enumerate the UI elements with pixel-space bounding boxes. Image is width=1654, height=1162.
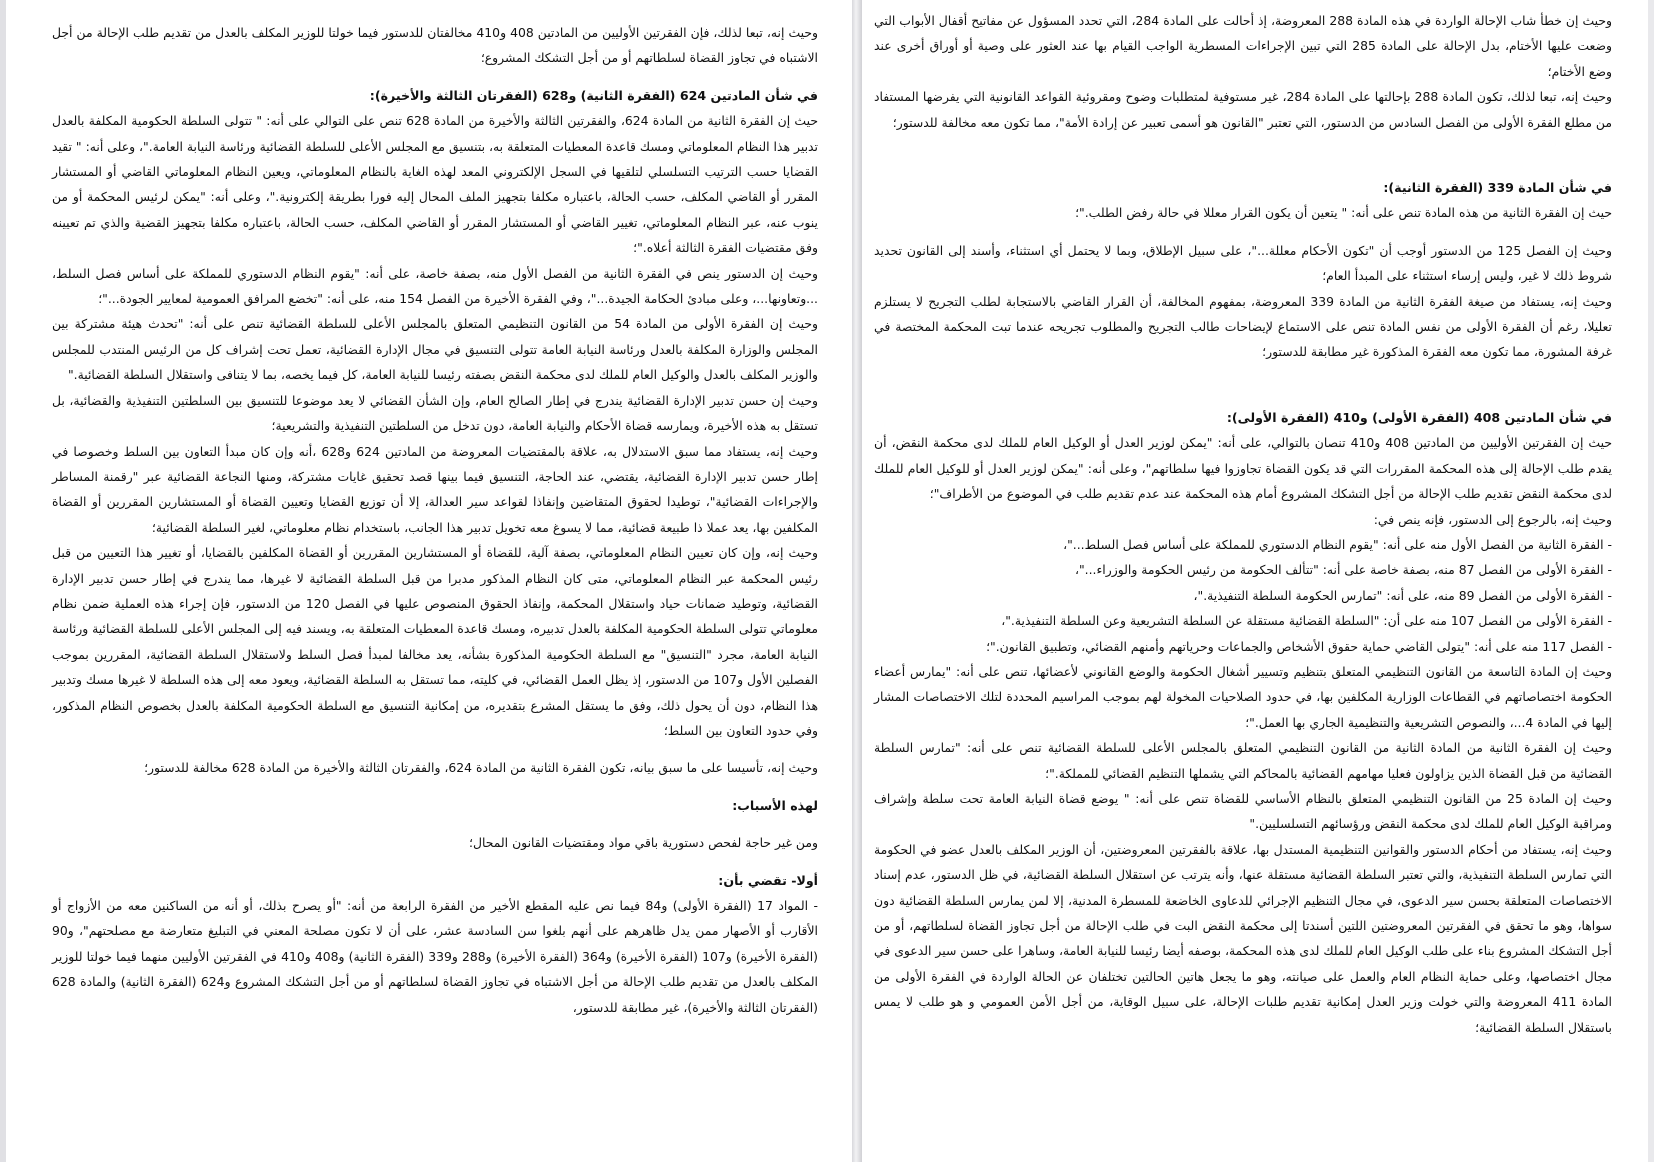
- paragraph: وحيث إنه، تبعا لذلك، فإن الفقرتين الأوليين من المادتين 408 و410 مخالفتان للدستور فيما خولتا للوزير المكلف بالعدل من تقديم طلب الإحالة من أجل الاشتباه في تجاوز القضاة لسلطاتهم أو من أجل التشكك المشروع؛: [52, 25, 818, 66]
- paragraph: وحيث إن المادة التاسعة من القانون التنظيمي المتعلق بتنظيم وتسيير أشغال الحكومة والوضع القانوني لأعضائها، تنص على أنه: "يمارس أعضاء الحكومة اختصاصاتهم في القطاعات الوزارية المكلفين بها، في حدود الصلاحيات المخولة لهم بموجب المراسيم المحددة لتلك الاختصاصات المشار إليها في المادة 4...، والنصوص التشريعية والتنظيمية الجاري بها العمل."؛: [874, 663, 1612, 730]
- paragraph: حيث إن الفقرة الثانية من هذه المادة تنص على أنه: " يتعين أن يكون القرار معللا في حالة رفض الطلب."؛: [1075, 205, 1612, 221]
- paragraph: حيث إن الفقرتين الأوليين من المادتين 408 و410 تنصان بالتوالي، على أنه: "يمكن لوزير العدل أو الوكيل العام للملك لدى محكمة النقض، أن يقدم طلب الإحالة إلى هذه المحكمة المقررات التي قد يكون القضاة تجاوزوا فيها سلطاتهم"، وعلى أنه: "يمكن لوزير العدل أو للوكيل العام للملك لدى محكمة النقض تقديم طلب الإحالة من أجل التشكك المشروع أمام هذه المحكمة عند عدم تقديم طلب في الموضوع من الأطراف"؛: [874, 435, 1612, 502]
- list-item: - الفقرة الأولى من الفصل 107 منه على أن: "السلطة القضائية مستقلة عن السلطة التشريعية وعن السلطة التنفيذية."،: [1001, 613, 1612, 629]
- paragraph: وحيث إن المادة 25 من القانون التنظيمي المتعلق بالنظام الأساسي للقضاة تنص على أنه: " يوضع قضاة النيابة العامة تحت سلطة وإشراف ومراقبة الوكيل العام للملك لدى محكمة النقض ورؤسائهم التسلسليين.": [874, 790, 1613, 832]
- paragraph: وحيث إنه، وإن كان تعيين النظام المعلوماتي، بصفة آلية، للقضاة أو المستشارين المقررين أو القضاة المكلفين بالقضايا، أو تغيير هذا التعيين من قبل رئيس المحكمة عبر النظام المعلوماتي، متى كان النظام المذكور مدبرا من قبل السلطة القضائية لا غيرها، مما يندرج في إطار حسن تدبير الإدارة القضائية، وتوطيد ضمانات حياد واستقلال المحكمة، وإنفاذ الحقوق المنصوص عليها في الفصل 120 من الدستور، فإن إجراء هذه العملية ضمن نظام معلوماتي تتولى السلطة الحكومية المكلفة بالعدل تدبيره، ومسك قاعدة المعطيات المتعلقة به، ويسند فيه إلى المجلس الأعلى للسلطة القضائية ورئاسة النيابة العامة، مجرد "التنسيق" مع السلطة الحكومية المذكورة بشأنه، يعد مخالفا لمبدأ فصل السلط ولاستقلال السلطة القضائية، المقررين بموجب الفصلين الأول و107 من الدستور، إذ يظل العمل القضائي، في كليته، مما تستقل به السلطة القضائية، ويعود معه إلى هذه السلطة لا غيرها مسك وتدبير هذا النظام، دون أن يحول ذلك، وفق ما يستقل المشرع بتقديره، من إمكانية التنسيق مع السلطة الحكومية المكلفة بالعدل بخصوص النظام المذكور، وفي حدود التعاون بين السلط؛: [52, 545, 818, 738]
- paragraph: وحيث إنه، يستفاد مما سبق الاستدلال به، علاقة بالمقتضيات المعروضة من المادتين 624 و628 ،أنه وإن كان مبدأ التعاون بين السلط وخصوصا في إطار حسن تدبير الإدارة القضائية، يقتضي، عند الحاجة، التنسيق فيما بينها قصد تحقيق غايات مشتركة، ومنها النجاعة القضائية عبر "رقمنة المساطر والإجراءات القضائية"، توطيدا لحقوق المتقاضين وإنفاذا لقواعد سير العدالة، إلا أن توزيع القضايا وتعيين القضاة أو المستشارين المقررين أو القضاة المكلفين بها، يعد عملا ذا طبيعة قضائية، مما لا يسوغ معه تخويل تدبير هذا الجانب، باستخدام نظام معلوماتي، لغير السلطة القضائية؛: [52, 443, 818, 535]
- right-page: [862, 0, 1648, 1162]
- paragraph: وحيث إن خطأ شاب الإحالة الواردة في هذه المادة 288 المعروضة، إذ أحالت على المادة 284، التي تحدد المسؤول عن مفاتيح أقفال الأبواب التي وضعت عليها الأختام، بدل الإحالة على المادة 285 التي تبين الإجراءات المسطرية الواجب القيام بها عند العثور على وصية أو أوراق أخرى عند وضع الأختام؛: [874, 13, 1613, 79]
- paragraph: ومن غير حاجة لفحص دستورية باقي مواد ومقتضيات القانون المحال؛: [469, 835, 818, 851]
- paragraph: وحيث إنه، بالرجوع إلى الدستور، فإنه ينص في:: [1373, 511, 1612, 527]
- paragraph: - المواد 17 (الفقرة الأولى) و84 فيما نص عليه المقطع الأخير من الفقرة الرابعة من أنه: "أو يصرح بذلك، أو أنه من الساكنين معه من الأزواج أو الأقارب أو الأصهار ممن يدل ظاهرهم على أنهم بلغوا سن السادسة عشر، على أن لا تكون مصلحة المعني في التبليغ متعارضة مع مصلحتهم"، و90 (الفقرة الأخيرة) و107 (الفقرة الأخيرة) و364 (الفقرة الأخيرة) و288 و339 (الفقرة الثانية) و408 و410 في الفقرتين الأوليين منهما فيما خولتا للوزير المكلف بالعدل من تقديم طلب الإحالة من أجل الاشتباه في تجاوز القضاة لسلطاتهم أو من أجل التشكك المشروع و624 (الفقرة الثانية) والمادة 628 (الفقرتان الثالثة والأخيرة)، غير مطابقة للدستور،: [52, 898, 818, 1015]
- paragraph: وحيث إنه، يستفاد من أحكام الدستور والقوانين التنظيمية المستدل بها، علاقة بالفقرتين المعروضتين، أن الوزير المكلف بالعدل عضو في الحكومة التي تمارس السلطة التنفيذية، والتي تعتبر السلطة القضائية مستقلة عنها، وأنه يترتب عن استقلال السلطة القضائية، في ظل الدستور، عدم إسناد الاختصاصات المتعلقة بحسن سير الدعوى، في مجال التنظيم الإجرائي للدعاوى الخاضعة للمسطرة المدنية، إلا لمن يمارس السلطة القضائية دون سواها، وهو ما تحقق في الفقرتين المعروضتين اللتين أسندتا إلى محكمة النقض البت في طلب الإحالة من أجل تجاوز القضاة لسلطاتهم، أو من أجل التشكك المشروع بناء على طلب الوكيل العام للملك لدى هذه المحكمة، بوصفه أيضا رئيسا للنيابة العامة، وساهرا على حسن سير الدعوى في مجال اختصاصها، وعلى حماية النظام العام والعمل على صيانته، وهو ما يجعل هاتين الحالتين تختلفان عن الحالة الواردة في الفقرة الأولى من المادة 411 المعروضة والتي خولت وزير العدل إمكانية تقديم طلبات الإحالة، على سبيل الوقاية، من أجل الأمن العمومي و هو طلب لا يمس باستقلال السلطة القضائية؛: [874, 841, 1612, 1035]
- list-item: - الفقرة الأولى من الفصل 87 منه، بصفة خاصة على أنه: "تتألف الحكومة من رئيس الحكومة والوزراء..."،: [1074, 562, 1612, 578]
- section-heading: لهذه الأسباب:: [732, 797, 818, 813]
- paragraph: وحيث إن الفقرة الثانية من المادة الثانية من القانون التنظيمي المتعلق بالمجلس الأعلى للسلطة القضائية تنص على أنه: "تمارس السلطة القضائية من قبل القضاة الذين يزاولون فعليا مهامهم القضائية بالمحاكم التي يشملها التنظيم القضائي للمملكة."؛: [874, 740, 1612, 781]
- left-page-content: [52, 20, 818, 1020]
- paragraph: وحيث إن الفصل 125 من الدستور أوجب أن "تكون الأحكام معللة..."، على سبيل الإطلاق، وبما لا يحتمل أي استثناء، وأسند إلى القانون تحديد شروط ذلك لا غير، وليس إرساء استثناء على المبدأ العام؛: [874, 242, 1612, 284]
- right-page-content: [874, 8, 1612, 1040]
- paragraph: وحيث إنه، يستفاد من صيغة الفقرة الثانية من المادة 339 المعروضة، بمفهوم المخالفة، أن القرار القاضي بالاستجابة لطلب التجريح لا يستلزم تعليلا، رغم أن الفقرة الأولى من نفس المادة تنص على الاستماع لإيضاحات طالب التجريح والمطلوب تجريحه عندما تبت المحكمة المختصة في غرفة المشورة، مما تكون معه الفقرة المذكورة غير مطابقة للدستور؛: [874, 293, 1612, 360]
- left-page: [6, 0, 852, 1162]
- list-item: - الفقرة الأولى من الفصل 89 منه، على أنه: "تمارس الحكومة السلطة التنفيذية."،: [1193, 587, 1612, 603]
- paragraph: وحيث إنه، تبعا لذلك، تكون المادة 288 بإحالتها على المادة 284، غير مستوفية لمتطلبات وضوح ومقروئية القواعد القانونية التي يفرضها المستفاد من مطلع الفقرة الأولى من الفصل السادس من الدستور، التي تعتبر "القانون هو أسمى تعبير عن إرادة الأمة"، مما تكون معه مخالفة للدستور؛: [874, 89, 1613, 130]
- list-item: - الفصل 117 منه على أنه: "يتولى القاضي حماية حقوق الأشخاص والجماعات وحرياتهم وأمنهم القضائي، وتطبيق القانون."؛: [986, 638, 1612, 654]
- list-item: - الفقرة الثانية من الفصل الأول منه على أنه: "يقوم النظام الدستوري للمملكة على أساس فصل السلط..."،: [1063, 536, 1612, 552]
- section-heading: في شأن المادتين 624 (الفقرة الثانية) و628 (الفقرتان الثالثة والأخيرة):: [369, 87, 818, 103]
- section-heading: في شأن المادتين 408 (الفقرة الأولى) و410 (الفقرة الأولى):: [1226, 409, 1612, 425]
- paragraph: وحيث إن الفقرة الأولى من المادة 54 من القانون التنظيمي المتعلق بالمجلس الأعلى للسلطة القضائية تنص على أنه: "تحدث هيئة مشتركة بين المجلس والوزارة المكلفة بالعدل ورئاسة النيابة العامة تتولى التنسيق في مجال الإدارة القضائية، تعمل تحت إشراف كل من الرئيس المنتدب للمجلس والوزير المكلف بالعدل والوكيل العام للملك لدى محكمة النقض بصفته رئيسا للنيابة العامة، كل فيما يخصه، بما لا يتنافى واستقلال السلطة القضائية.": [52, 316, 818, 383]
- paragraph: وحيث إن الدستور ينص في الفقرة الثانية من الفصل الأول منه، بصفة خاصة، على أنه: "يقوم النظام الدستوري للمملكة على أساس فصل السلط، ...وتعاونها...، وعلى مبادئ الحكامة الجيدة..."، وفي الفقرة الأخيرة من الفصل 154 منه، على أنه: "تخضع المرافق العمومية لمعايير الجودة..."؛: [52, 265, 818, 307]
- paragraph: وحيث إن حسن تدبير الإدارة القضائية يندرج في إطار الصالح العام، وإن الشأن القضائي لا يعد موضوعا للتنسيق بين السلطتين التنفيذية والقضائية، بل تستقل به هذه الأخيرة، ويمارسه قضاة الأحكام والنيابة العامة، دون تدخل من السلطتين التنفيذية والتشريعية؛: [52, 392, 818, 434]
- paragraph: حيث إن الفقرة الثانية من المادة 624، والفقرتين الثالثة والأخيرة من المادة 628 تنص على التوالي على أنه: " تتولى السلطة الحكومية المكلفة بالعدل تدبير هذا النظام المعلوماتي ومسك قاعدة المعطيات المتعلقة به، بتنسيق مع المجلس الأعلى للسلطة القضائية ورئاسة النيابة العامة."، وعلى أنه: " تقيد القضايا حسب الترتيب التسلسلي لتلقيها في السجل الإلكتروني المعد لهذه الغاية بالنظام المعلوماتي، ويعين النظام المعلوماتي القاضي أو المستشار المقرر أو القاضي المكلف، حسب الحالة، باعتباره مكلفا بتجهيز الملف المحال إليه فورا بطريقة إلكترونية."، وعلى أنه: "يمكن لرئيس المحكمة أو من ينوب عنه، عبر النظام المعلوماتي، تغيير القاضي أو المستشار المقرر أو القاضي المكلف، حسب الحالة، باعتباره مكلفا بتجهيز القضية والذي تم تعيينه وفق مقتضيات الفقرة الثالثة أعلاه."؛: [52, 113, 819, 256]
- section-heading: في شأن المادة 339 (الفقرة الثانية):: [1383, 180, 1612, 196]
- page-gutter: [852, 0, 862, 1162]
- paragraph: وحيث إنه، تأسيسا على ما سبق بيانه، تكون الفقرة الثانية من المادة 624، والفقرتان الثالثة والأخيرة من المادة 628 مخالفة للدستور؛: [144, 760, 818, 776]
- section-heading: أولا- تقضي بأن:: [718, 872, 818, 888]
